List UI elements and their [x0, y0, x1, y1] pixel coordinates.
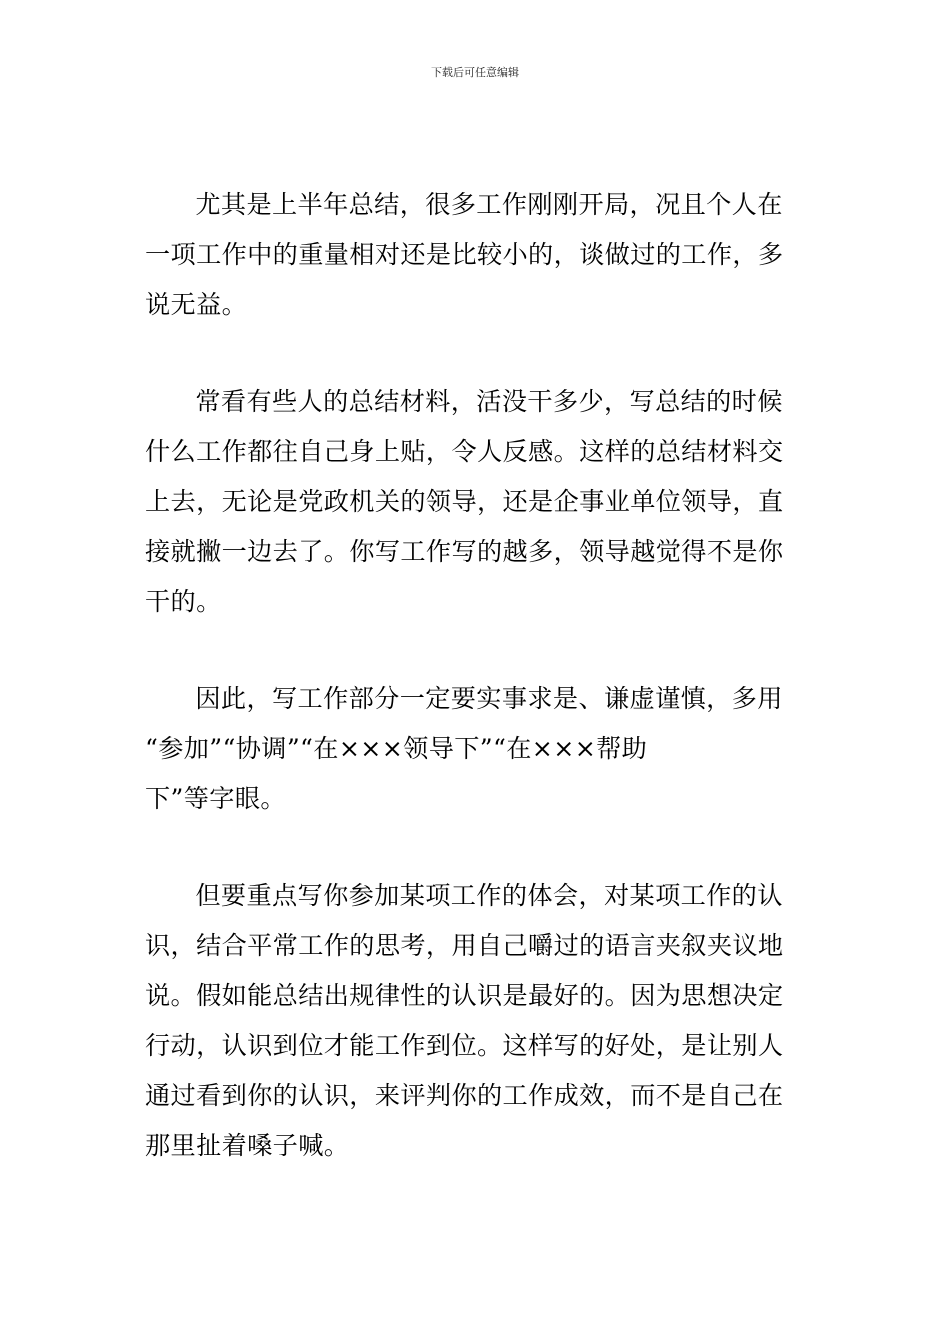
text-line: 说。假如能总结出规律性的认识是最好的。因为思想决定 [145, 981, 784, 1010]
text-line: 但要重点写你参加某项工作的体会，对某项工作的认 [195, 881, 783, 910]
text-line: 行动，认识到位才能工作到位。这样写的好处，是让别人 [145, 1031, 784, 1060]
text-line: 什么工作都往自己身上贴，令人反感。这样的总结材料交 [145, 437, 784, 466]
text-line: 下”等字眼。 [145, 784, 286, 813]
text-line: 常看有些人的总结材料，活没干多少，写总结的时候 [195, 387, 783, 416]
text-line: 干的。 [145, 587, 222, 616]
text-line: 说无益。 [145, 290, 248, 319]
text-line: 识，结合平常工作的思考，用自己嚼过的语言夹叙夹议地 [145, 931, 784, 960]
text-line: 因此，写工作部分一定要实事求是、谦虚谨慎，多用 [195, 684, 783, 713]
paragraph-3 [145, 674, 807, 824]
paragraph-1 [145, 180, 807, 330]
text-line: 一项工作中的重量相对还是比较小的，谈做过的工作，多 [145, 240, 784, 269]
text-line: 上去，无论是党政机关的领导，还是企事业单位领导，直 [145, 487, 784, 516]
text-line: 接就撇一边去了。你写工作写的越多，领导越觉得不是你 [145, 537, 784, 566]
paragraph-2 [145, 377, 807, 627]
text-line: 那里扯着嗓子喊。 [145, 1131, 350, 1160]
text-line: 尤其是上半年总结，很多工作刚刚开局，况且个人在 [195, 190, 783, 219]
document-body [145, 180, 807, 1218]
paragraph-4 [145, 871, 807, 1171]
text-line: 通过看到你的认识，来评判你的工作成效，而不是自己在 [145, 1081, 784, 1110]
text-line: “参加”“协调”“在×××领导下”“在×××帮助 [145, 734, 648, 763]
page-header: 下载后可任意编辑 [431, 66, 519, 79]
